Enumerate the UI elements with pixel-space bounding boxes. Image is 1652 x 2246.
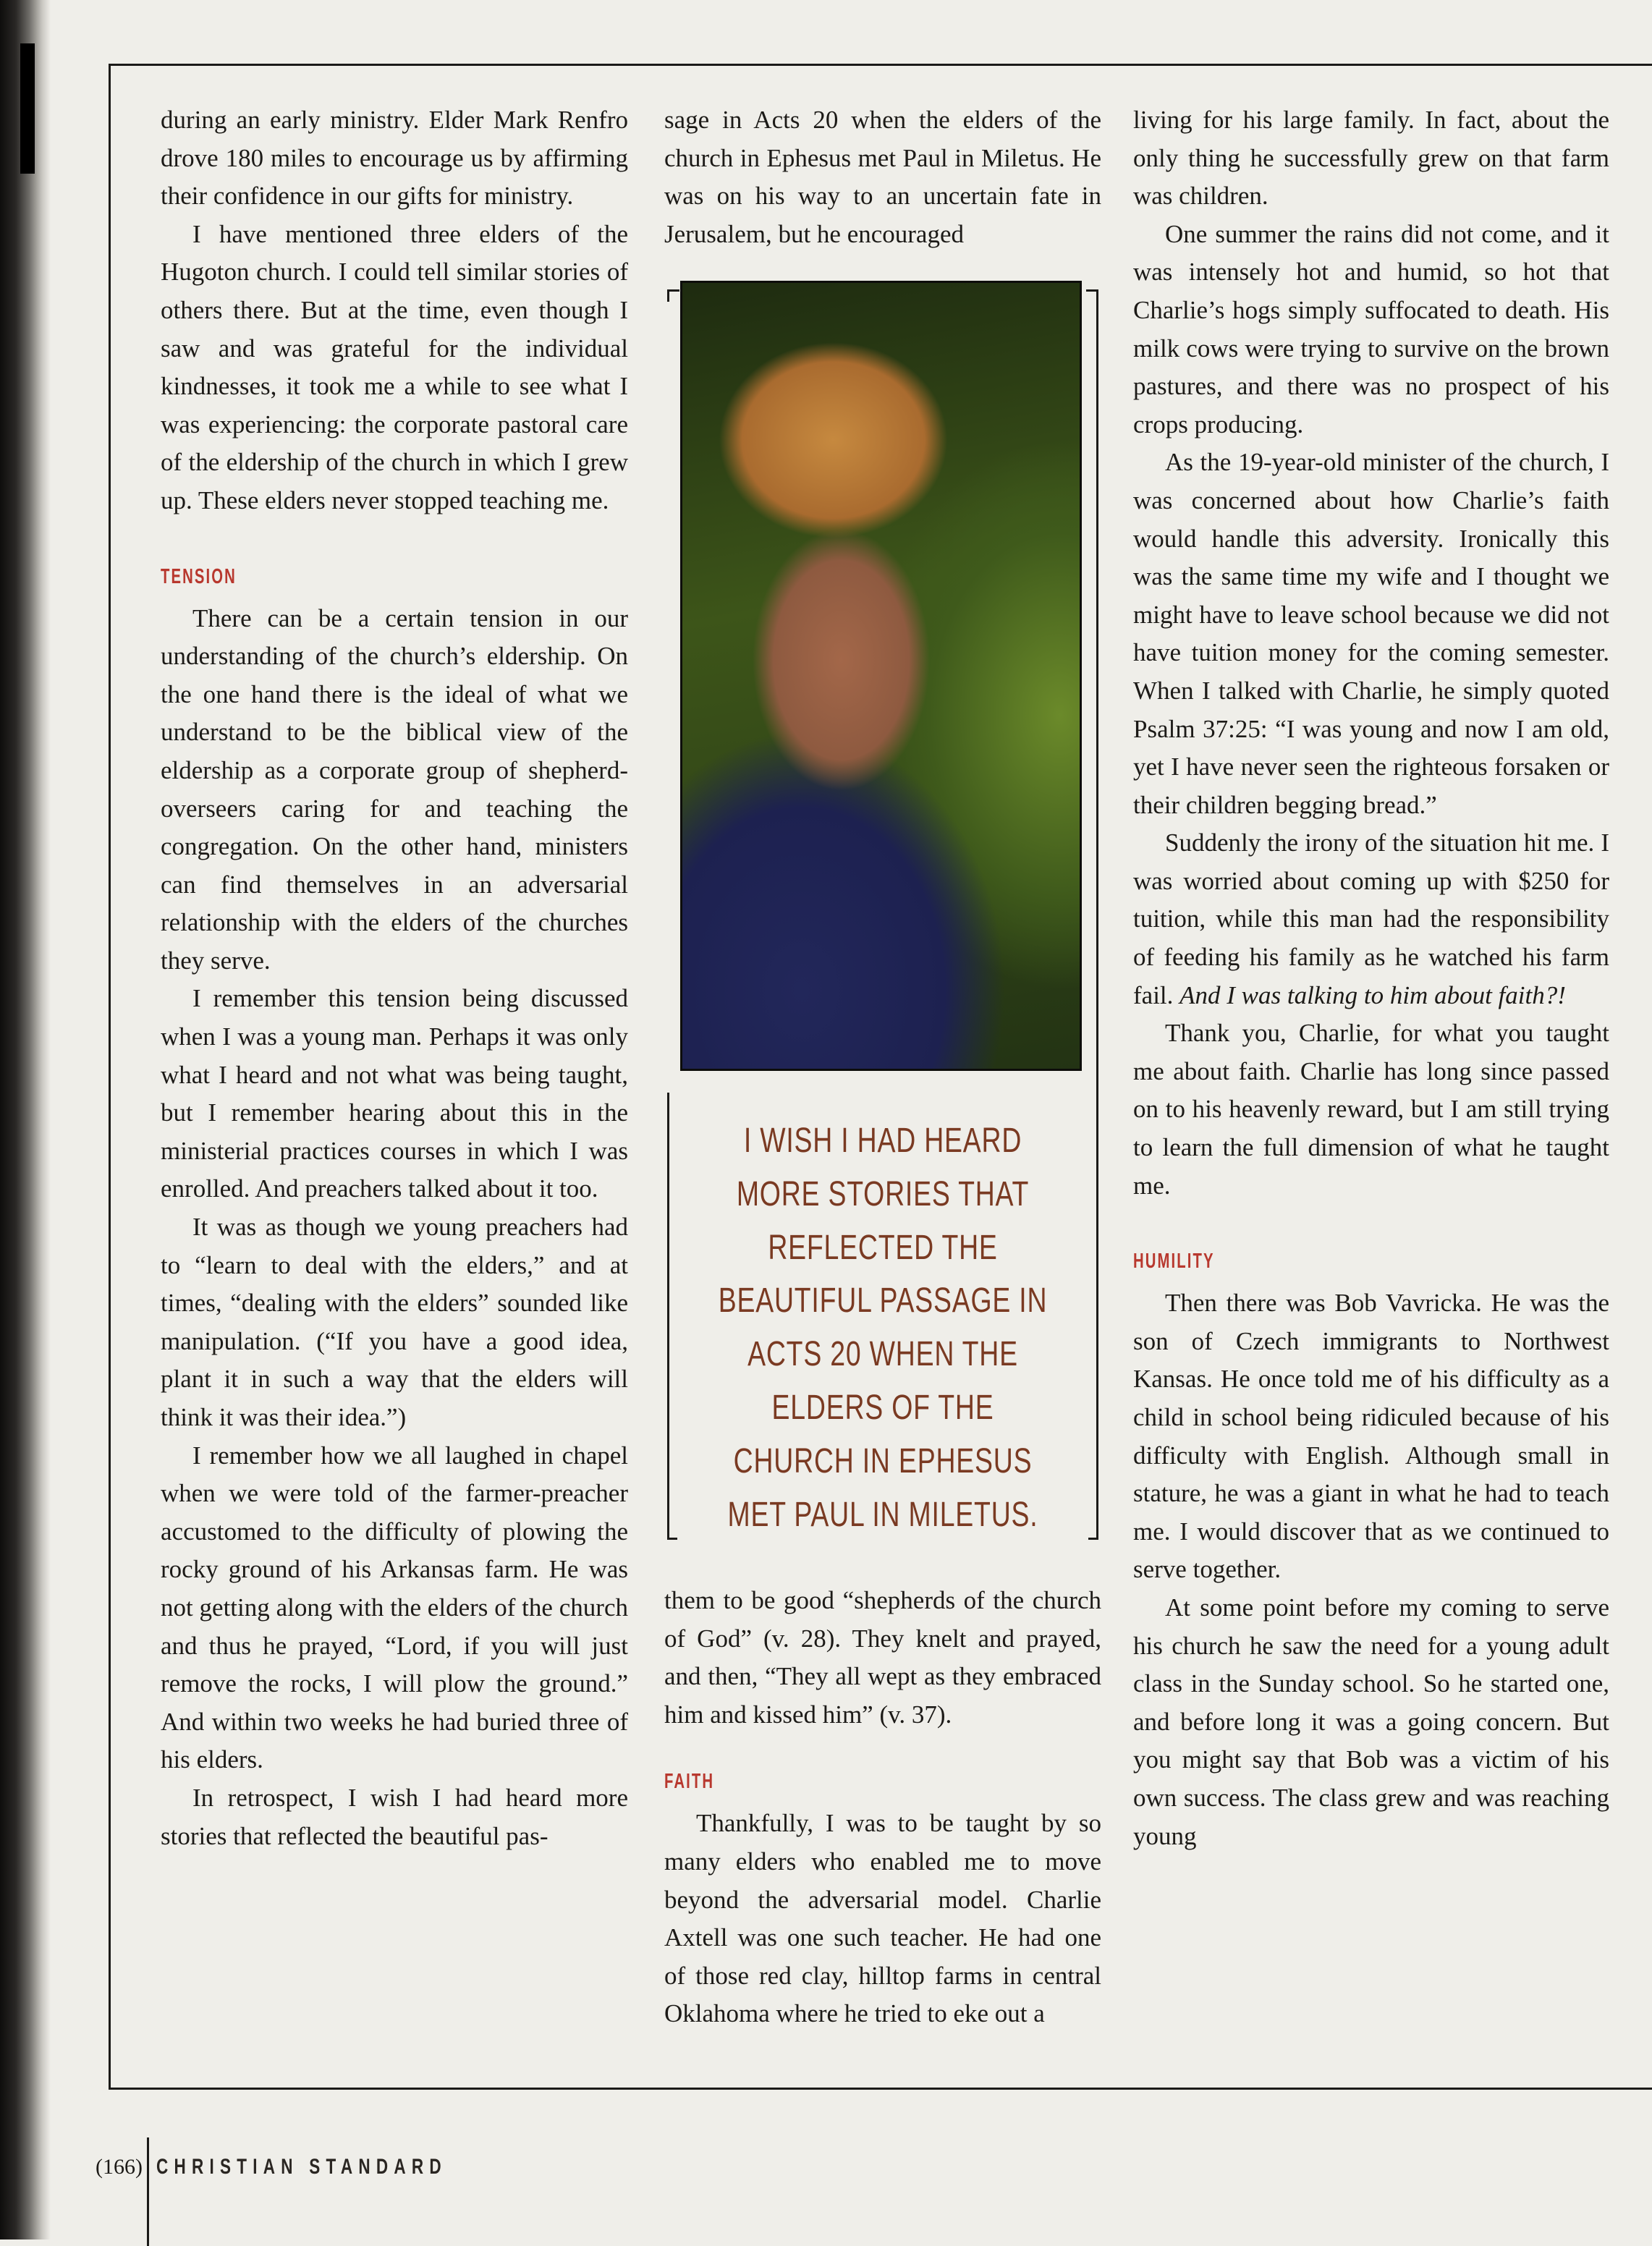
section-heading-humility: HUMILITY: [1133, 1250, 1215, 1274]
paragraph: At some point before my coming to serve his church he saw the need for a young adult class in the Sunday school. So he started one, and before long it was a going concern. But you might say that Bob was a victim of his own success. The class grew and was reaching young: [1133, 1593, 1609, 1850]
paragraph: Thankfully, I was to be taught by so many elders who enabled me to move beyond the adversarial model. Charlie Axtell was one such teacher. He had one of those red clay, hilltop farms in central Oklahoma where he tried to eke out a: [664, 1809, 1101, 2028]
section-heading-faith: FAITH: [664, 1770, 715, 1794]
column-3: [1133, 101, 1609, 1855]
page-footer: [96, 2142, 544, 2192]
paragraph: One summer the rains did not come, and it was intensely hot and humid, so hot that Charlie’s hogs simply suffocated to death. His milk cows were trying to survive on the brown pastures, and there was no prospect of his crops producing.: [1133, 219, 1609, 438]
paragraph: living for his large family. In fact, about the only thing he successfully grew on that farm was children.: [1133, 106, 1609, 211]
section-heading-tension: TENSION: [161, 564, 237, 588]
paragraph: Then there was Bob Vavricka. He was the son of Czech immigrants to Northwest Kansas. He once told me of his difficulty as a child in school being ridiculed because of his difficulty with English. Although small in stature, he was a giant in what he had to teach me. I would discover that as we continued to serve together.: [1133, 1289, 1609, 1584]
paragraph: them to be good “shepherds of the church of God” (v. 28). They knelt and prayed, and then, “They all wept as they embraced him and kissed him” (v. 37).: [664, 1586, 1101, 1729]
paragraph: There can be a certain tension in our understanding of the church’s eldership. On the one hand there is the ideal of what we understand to be the biblical view of the eldership as a corporate group of shepherd-overseers caring for and teaching the congregation. On the other hand, ministers can find themselves in an adversarial relationship with the elders of the churches they serve.: [161, 603, 628, 975]
column-2-bottom: [664, 1582, 1101, 2033]
paragraph: As the 19-year-old minister of the church, I was concerned about how Charlie’s faith would handle this adversity. Ironically this was the same time my wife and I thought we might have to leave school because we did not have tuition money for the coming semester. When I talked with Charlie, he simply quoted Psalm 37:25: “I was young and now I am old, yet I have never seen the righteous forsaken or their children begging bread.”: [1133, 448, 1609, 819]
footer-rule: [147, 2137, 149, 2246]
pull-quote: [666, 1114, 1100, 1541]
paragraph: [1133, 824, 1609, 1014]
paragraph: sage in Acts 20 when the elders of the church in Ephesus met Paul in Miletus. He was on his way to an uncertain fate in Jerusalem, but he encouraged: [664, 106, 1101, 248]
page-number: (166): [96, 2155, 143, 2179]
pull-quote-text: I WISH I HAD HEARD MORE STORIES THAT REFLECTED THE BEAUTIFUL PASSAGE IN ACTS 20 WHEN THE ELDERS OF THE CHURCH IN EPHESUS MET PAUL IN MILETUS.: [718, 1122, 1048, 1534]
column-2-top: [664, 101, 1101, 253]
paragraph: It was as though we young preachers had to “learn to deal with the elders,” and at times, “dealing with the elders” sounded like manipulation. (“If you have a good idea, plant it in such a way that the elders will think it was their idea.”): [161, 1213, 628, 1431]
italic-text: And I was talking to him about faith?!: [1179, 980, 1566, 1009]
paragraph: during an early ministry. Elder Mark Renfro drove 180 miles to encourage us by affirming their confidence in our gifts for ministry.: [161, 106, 628, 211]
paragraph: I have mentioned three elders of the Hugoton church. I could tell similar stories of others there. But at the time, even though I saw and was grateful for the individual kindnesses, it took me a while to see what I was experiencing: the corporate pastoral care of the eldership of the church in which I grew up. These elders never stopped teaching me.: [161, 219, 628, 514]
paragraph: I remember how we all laughed in chapel when we were told of the farmer-preacher accustomed to the difficulty of plowing the rocky ground of his Arkansas farm. He was not getting along with the elders of the church and thus he prayed, “Lord, if you will just remove the rocks, I will plow the ground.” And within two weeks he had buried three of his elders.: [161, 1441, 628, 1774]
paragraph: I remember this tension being discussed when I was a young man. Perhaps it was only what I heard and not what was being taught, but I remember hearing about this in the ministerial practices courses in which I was enrolled. And preachers talked about it too.: [161, 984, 628, 1203]
spine-mark: [20, 43, 35, 174]
bracket-corner: [667, 289, 679, 302]
page-spine: [0, 0, 51, 2239]
column-1: [161, 101, 628, 1855]
magazine-name: CHRISTIAN STANDARD: [156, 2155, 447, 2179]
paragraph-text: Suddenly the irony of the situation hit me. I was worried about coming up with $250 for tuition, while this man had the responsibility of feeding his family as he watched his farm fail.: [1133, 829, 1609, 1009]
paragraph: Thank you, Charlie, for what you taught me about faith. Charlie has long since passed on to his heavenly reward, but I am still trying to learn the full dimension of what he taught me.: [1133, 1019, 1609, 1200]
paragraph: In retrospect, I wish I had heard more stories that reflected the beautiful pas-: [161, 1783, 628, 1850]
